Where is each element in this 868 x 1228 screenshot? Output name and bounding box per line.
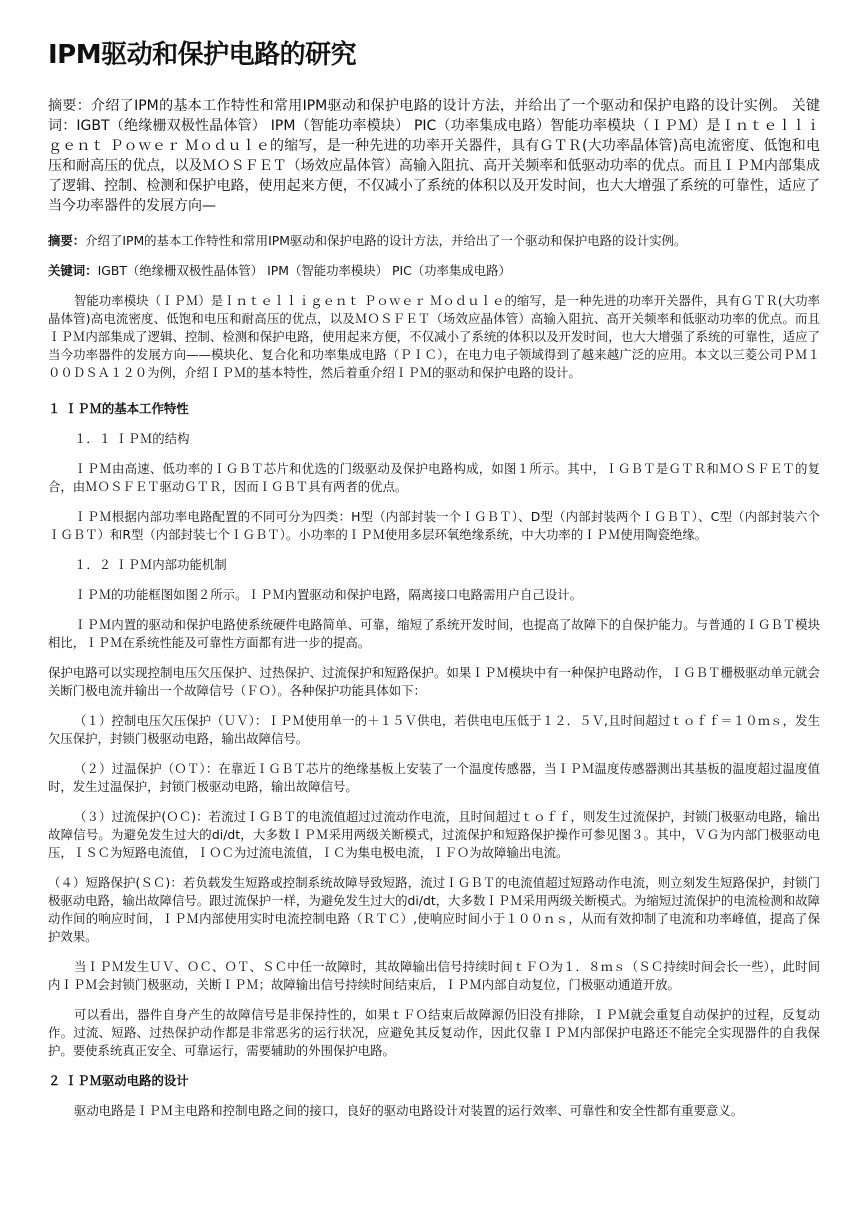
abstract-label: 摘要：: [48, 233, 86, 248]
section-1-2-heading: １．２ ＩＰＭ内部功能机制: [74, 557, 227, 572]
intro-paragraph: 智能功率模块（ＩＰＭ）是Ｉｎｔｅｌｌｉｇｅｎｔ Ｐｏｗｅｒ Ｍｏｄｕｌｅ的缩写，是一种先进的功率开关器件，具有ＧＴＲ(大功率晶体管)高电流密度、低饱和电压和耐高压的优点，以及ＭＯＳＦＥＴ（场效应晶体管）高输入阻抗、高开关频率和低驱动功率的优点。而且ＩＰＭ内部集成了逻辑、控制、检测和保护电路，使用起来方便，不仅减小了系统的体积以及开发时间，也大大增强了系统的可靠性，适应了当今功率器件的发展方向——模块化、复合化和功率集成电路（ＰＩＣ），在电力电子领域得到了越来越广泛的应用。本文以三菱公司ＰＭ１００ＤＳＡ１２０为例，介绍ＩＰＭ的基本特性，然后着重介绍ＩＰＭ的驱动和保护电路的设计。: [48, 293, 820, 380]
section-1-heading: １ ＩＰＭ的基本工作特性: [48, 401, 189, 416]
overcurrent-protection-paragraph: （３）过流保护(ＯＣ)：若流过ＩＧＢＴ的电流值超过过流动作电流，且时间超过ｔｏｆｆ，则发生过流保护，封锁门极驱动电路，输出故障信号。为避免发生过大的di/dt，大多数ＩＰＭ采用两级关断模式，过流保护和短路保护操作可参见图３。其中，ＶＧ为内部门极驱动电压，ＩＳＣ为短路电流值，ＩＯＣ为过流电流值，ＩＣ为集电极电流，ＩＦＯ为故障输出电流。: [48, 809, 820, 860]
protection-overview-paragraph: 保护电路可以实现控制电压欠压保护、过热保护、过流保护和短路保护。如果ＩＰＭ模块中有一种保护电路动作，ＩＧＢＴ栅极驱动单元就会关断门极电流并输出一个故障信号（ＦＯ）。各种保护功能具体如下：: [48, 665, 820, 698]
keywords-label: 关键词：: [48, 263, 98, 278]
short-circuit-protection-paragraph: （４）短路保护(ＳＣ)：若负载发生短路或控制系统故障导致短路，流过ＩＧＢＴ的电流值超过短路动作电流，则立刻发生短路保护，封锁门极驱动电路，输出故障信号。跟过流保护一样，为避免发生过大的di/dt，大多数ＩＰＭ采用两级关断模式。为缩短过流保护的电流检测和故障动作间的响应时间，ＩＰＭ内部使用实时电流控制电路（ＲＴＣ）,使响应时间小于１００ｎｓ，从而有效抑制了电流和功率峰值，提高了保护效果。: [48, 875, 820, 944]
section-2-heading: ２ ＩＰＭ驱动电路的设计: [48, 1073, 189, 1088]
section-2-paragraph-1: 驱动电路是ＩＰＭ主电路和控制电路之间的接口，良好的驱动电路设计对装置的运行效率、可靠性和安全性都有重要意义。: [74, 1103, 744, 1118]
page-title: IPM驱动和保护电路的研究: [48, 40, 357, 70]
keywords-paragraph: [48, 262, 820, 280]
section-1-2-paragraph-1: ＩＰＭ的功能框图如图２所示。ＩＰＭ内置驱动和保护电路，隔离接口电路需用户自己设计。: [74, 587, 583, 602]
section-1-1-paragraph-1: ＩＰＭ由高速、低功率的ＩＧＢＴ芯片和优选的门级驱动及保护电路构成，如图１所示。其中，ＩＧＢＴ是ＧＴＲ和ＭＯＳＦＥＴ的复合，由ＭＯＳＦＥＴ驱动ＧＴＲ，因而ＩＧＢＴ具有两者的优点。: [48, 461, 820, 494]
external-protection-paragraph: 可以看出，器件自身产生的故障信号是非保持性的，如果ｔＦＯ结束后故障源仍旧没有排除，ＩＰＭ就会重复自动保护的过程，反复动作。过流、短路、过热保护动作都是非常恶劣的运行状况，应避免其反复动作，因此仅靠ＩＰＭ内部保护电路还不能完全实现器件的自我保护。要使系统真正安全、可靠运行，需要辅助的外围保护电路。: [48, 1007, 820, 1058]
abstract-paragraph: [48, 232, 820, 250]
section-1-1-paragraph-2: ＩＰＭ根据内部功率电路配置的不同可分为四类：H型（内部封装一个ＩＧＢＴ）、D型（内部封装两个ＩＧＢＴ）、C型（内部封装六个ＩＧＢＴ）和R型（内部封装七个ＩＧＢＴ）。小功率的ＩＰＭ使用多层环氧绝缘系统，中大功率的ＩＰＭ使用陶瓷绝缘。: [48, 509, 820, 542]
keywords-text: IGBT（绝缘栅双极性晶体管） IPM（智能功率模块） PIC（功率集成电路）: [97, 263, 511, 278]
abstract-text: 介绍了IPM的基本工作特性和常用IPM驱动和保护电路的设计方法，并给出了一个驱动和保护电路的设计实例。: [85, 233, 687, 248]
lead-summary: 摘要：介绍了IPM的基本工作特性和常用IPM驱动和保护电路的设计方法，并给出了一个驱动和保护电路的设计实例。 关键词：IGBT（绝缘栅双极性晶体管） IPM（智能功率模块） PIC（功率集成电路）智能功率模块（ＩＰＭ）是Ｉｎｔｅｌｌｉｇｅｎｔ Ｐｏｗｅｒ Ｍｏｄｕｌｅ的缩写，是一种先进的功率开关器件，具有ＧＴＲ(大功率晶体管)高电流密度、低饱和电压和耐高压的优点，以及ＭＯＳＦＥＴ（场效应晶体管）高输入阻抗、高开关频率和低驱动功率的优点。而且ＩＰＭ内部集成了逻辑、控制、检测和保护电路，使用起来方便，不仅减小了系统的体积以及开发时间，也大大增强了系统的可靠性，适应了当今功率器件的发展方向—: [48, 98, 820, 214]
undervoltage-protection-paragraph: （１）控制电压欠压保护（ＵＶ）：ＩＰＭ使用单一的＋１５Ｖ供电，若供电电压低于１２．５Ｖ,且时间超过ｔｏｆｆ＝１０ｍｓ，发生欠压保护，封锁门极驱动电路，输出故障信号。: [48, 713, 820, 746]
fault-output-paragraph: 当ＩＰＭ发生ＵＶ、ＯＣ、ＯＴ、ＳＣ中任一故障时，其故障输出信号持续时间ｔＦＯ为１．８ｍｓ（ＳＣ持续时间会长一些），此时间内ＩＰＭ会封锁门极驱动，关断ＩＰＭ；故障输出信号持续时间结束后，ＩＰＭ内部自动复位，门极驱动通道开放。: [48, 959, 820, 992]
section-1-1-heading: １．１ ＩＰＭ的结构: [74, 431, 190, 446]
section-1-2-paragraph-2: ＩＰＭ内置的驱动和保护电路使系统硬件电路简单、可靠，缩短了系统开发时间，也提高了故障下的自保护能力。与普通的ＩＧＢＴ模块相比，ＩＰＭ在系统性能及可靠性方面都有进一步的提高。: [48, 617, 820, 650]
overtemperature-protection-paragraph: （２）过温保护（ＯＴ）：在靠近ＩＧＢＴ芯片的绝缘基板上安装了一个温度传感器，当ＩＰＭ温度传感器测出其基板的温度超过温度值时，发生过温保护，封锁门极驱动电路，输出故障信号。: [48, 761, 820, 794]
